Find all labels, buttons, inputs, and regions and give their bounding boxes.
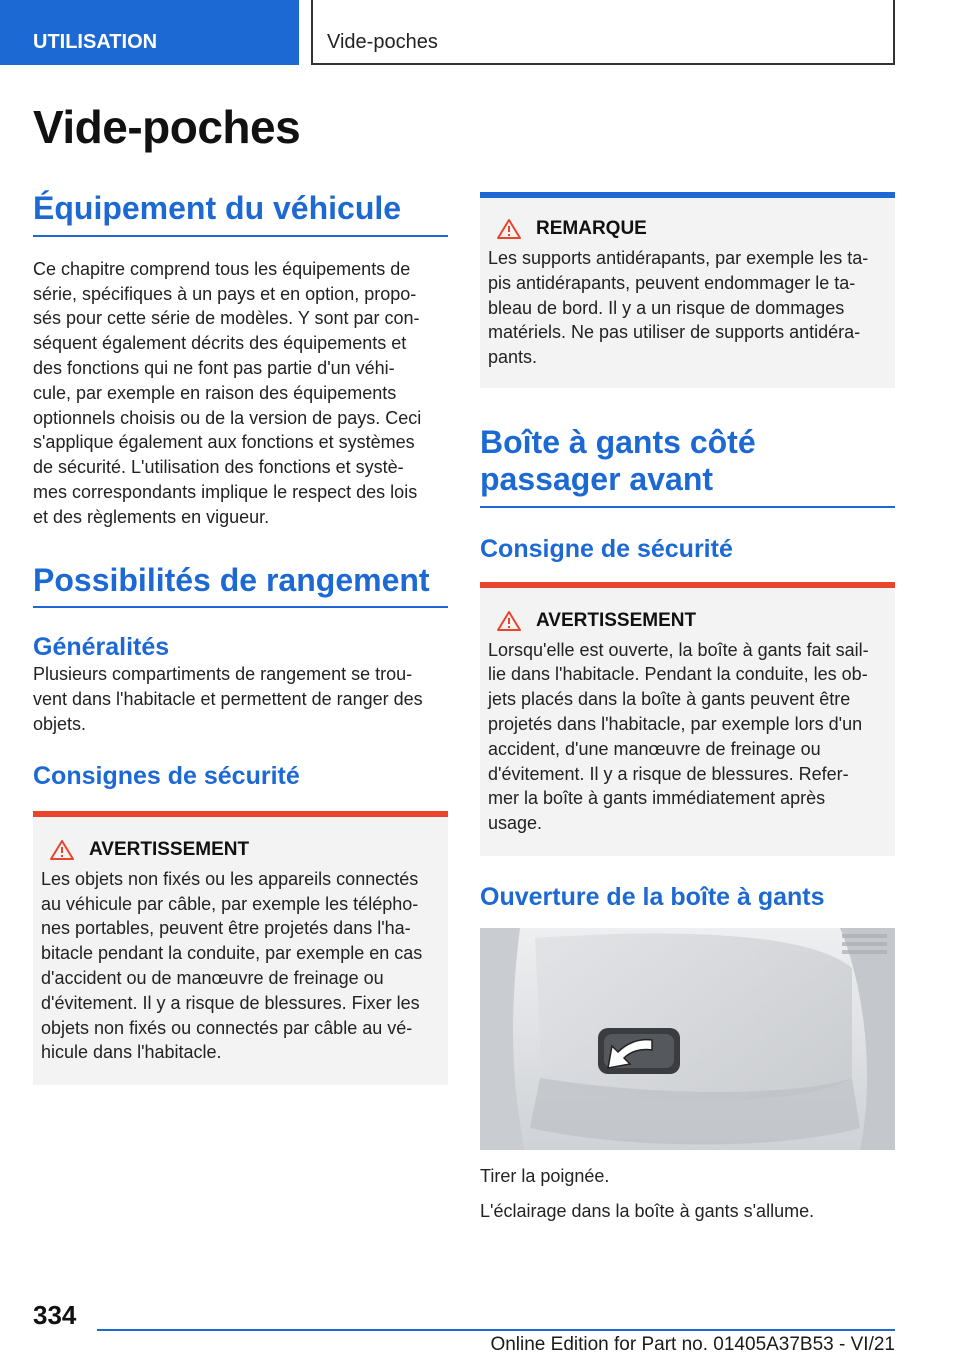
glovebox-warning-text: Lorsqu'elle est ouverte, la boîte à gants fait sail- lie dans l'habitacle. Pendant la conduite, les ob- jets placés dans la boîte à gants peuvent être projetés dans l'habitacle, par exemple lors d'un accident, d'une manœuvre de freinage ou d'évitement. Il y a risque de blessures. Refer- mer la boîte à gants immédiatement après usage. — [488, 639, 869, 834]
step-1: Tirer la poignée. — [480, 1165, 610, 1186]
warning-label-right: AVERTISSEMENT — [536, 609, 697, 631]
warning-label: AVERTISSEMENT — [89, 838, 250, 860]
page-title: Vide-poches — [33, 101, 301, 153]
note-label: REMARQUE — [536, 218, 647, 239]
note-triangle-icon — [496, 218, 522, 240]
left-column — [33, 190, 448, 1085]
warning-triangle-icon — [496, 610, 522, 632]
glovebox-warning-box — [480, 582, 895, 856]
glovebox-illustration — [480, 928, 895, 1150]
footer-divider — [97, 1329, 895, 1331]
safety-heading-right: Consigne de sécurité — [480, 534, 733, 563]
warning-triangle-icon — [49, 839, 75, 861]
warning-text: Les objets non fixés ou les appareils connectés au véhicule par câble, par exemple les télépho- nes portables, peuvent être projetés dans l'ha- bitacle pendant la conduite, par exemple en cas d'accident ou de manœuvre de freinage ou d'évitement. Il y a risque de blessures. Fixer les objets non fixés ou connectés par câble au vé- hicule dans l'habitacle. — [41, 868, 423, 1063]
note-box — [480, 192, 895, 388]
step-2: L'éclairage dans la boîte à gants s'allume. — [480, 1200, 815, 1221]
opening-heading: Ouverture de la boîte à gants — [480, 882, 825, 911]
general-text: Plusieurs compartiments de rangement se trou- vent dans l'habitacle et permettent de ranger des objets. — [33, 664, 423, 734]
section-tab: UTILISATION — [0, 0, 299, 65]
glovebox-photo — [480, 928, 895, 1150]
warning-box — [33, 811, 448, 1085]
right-column — [480, 192, 895, 1224]
glovebox-heading: Boîte à gants côté passager avant — [480, 424, 895, 508]
equipment-text: Ce chapitre comprend tous les équipements de série, spécifiques à un pays et en option, propo- sés pour cette série de modèles. Y sont par con- séquent également décrits des équipements et des fonctions qui ne font pas partie d'un véhi- cule, par exemple en raison des équipements optionnels choisis ou de la version de pays. Ceci s'applique également aux fonctions et systèmes de sécurité. L'utilisation des fonctions et systè- mes correspondants implique le respect des lois et des règlements en vigueur. — [33, 258, 422, 527]
page-number: 334 — [33, 1300, 77, 1330]
note-text: Les supports antidérapants, par exemple les ta- pis antidérapants, peuvent endommager le ta- bleau de bord. Il y a un risque de dommages matériels. Ne pas utiliser de supports antidéra- pants. — [488, 248, 869, 368]
general-heading: Généralités — [33, 633, 170, 662]
chapter-title: Vide-poches — [311, 0, 895, 65]
safety-heading: Consignes de sécurité — [33, 761, 300, 790]
equipment-heading: Équipement du véhicule — [33, 190, 448, 237]
edition-text: Online Edition for Part no. 01405A37B53 - VI/21 — [490, 1334, 895, 1355]
storage-heading: Possibilités de rangement — [33, 562, 448, 609]
